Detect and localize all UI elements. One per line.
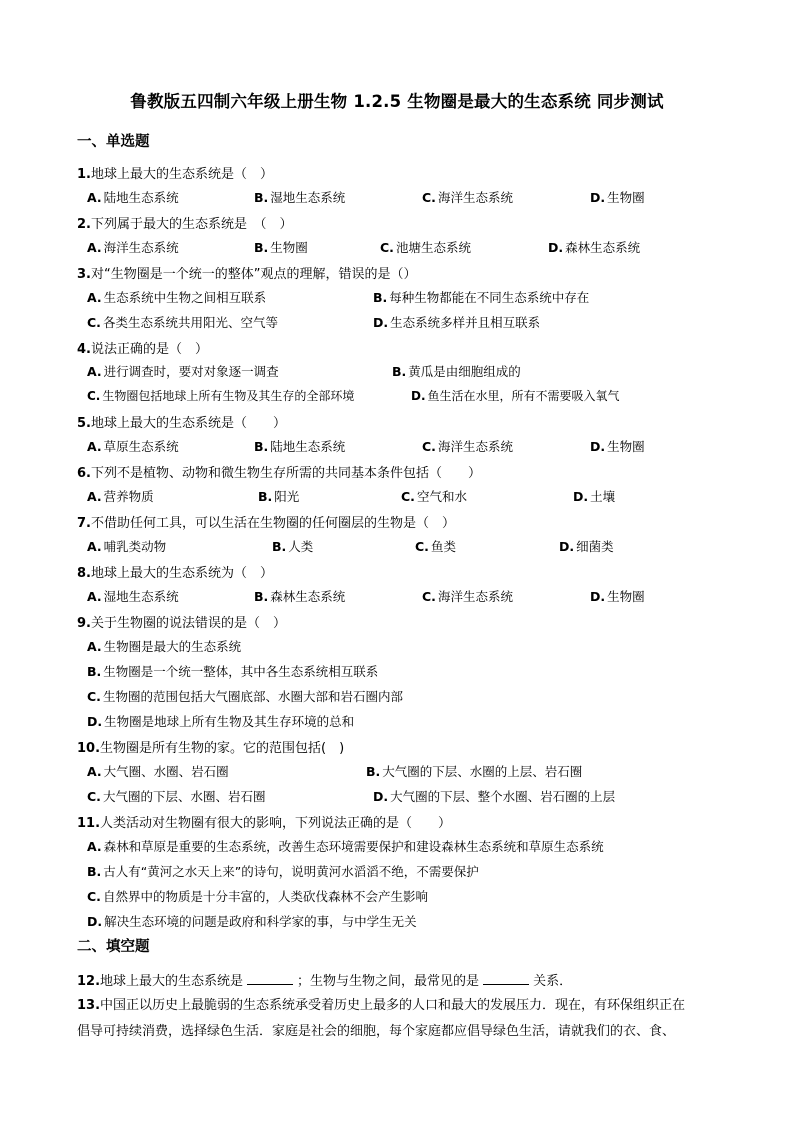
option-d: D. 生物圈是地球上所有生物及其生存环境的总和 bbox=[87, 714, 355, 729]
question-11 bbox=[77, 812, 451, 831]
option-a: A. 陆地生态系统 bbox=[87, 190, 179, 205]
answer-blank[interactable] bbox=[247, 973, 293, 985]
question-text: 地球上最大的生态系统是（ ） bbox=[90, 416, 286, 431]
option-d: D. 大气圈的下层、整个水圈、岩石圈的上层 bbox=[373, 789, 616, 804]
option-c: C. 海洋生态系统 bbox=[422, 439, 513, 454]
option-b: B. 生物圈是一个统一整体，其中各生态系统相互联系 bbox=[87, 664, 379, 679]
option-d: D. 细菌类 bbox=[559, 539, 614, 554]
option-c: C. 海洋生态系统 bbox=[422, 589, 513, 604]
question-number: 4. bbox=[77, 342, 91, 357]
option-c: C. 生物圈的范围包括大气圈底部、水圈大部和岩石圈内部 bbox=[87, 689, 403, 704]
question-number: 9. bbox=[77, 616, 91, 631]
option-c: C. 空气和水 bbox=[401, 489, 467, 504]
question-1 bbox=[77, 163, 273, 182]
question-text: 人类活动对生物圈有很大的影响，下列说法正确的是（ ） bbox=[100, 816, 452, 831]
question-2 bbox=[77, 213, 293, 232]
option-a: A. 哺乳类动物 bbox=[87, 539, 167, 554]
option-b: B. 古人有“黄河之水天上来”的诗句，说明黄河水滔滔不绝，不需要保护 bbox=[87, 864, 479, 879]
question-number: 3. bbox=[77, 267, 91, 282]
option-c: C. 生物圈包括地球上所有生物及其生存的全部环境 bbox=[87, 389, 355, 403]
question-number: 6. bbox=[77, 466, 91, 481]
option-b: B. 森林生态系统 bbox=[254, 589, 346, 604]
option-c: C. 各类生态系统共用阳光、空气等 bbox=[87, 315, 278, 330]
question-text: 关于生物圈的说法错误的是（ ） bbox=[90, 616, 286, 631]
question-10 bbox=[77, 737, 344, 756]
question-number: 12. bbox=[77, 974, 101, 989]
option-a: A. 草原生态系统 bbox=[87, 439, 179, 454]
section-heading-single-choice: 一、单选题 bbox=[77, 134, 150, 150]
question-text: 下列属于最大的生态系统是 （ ） bbox=[90, 217, 293, 232]
option-d: D. 鱼生活在水里，所有不需要吸入氧气 bbox=[411, 389, 620, 403]
question-4 bbox=[77, 338, 208, 357]
question-text: 对“生物圈是一个统一的整体”观点的理解，错误的是（） bbox=[90, 267, 417, 282]
question-7 bbox=[77, 512, 455, 531]
question-13-line-2: 倡导可持续消费，选择绿色生活．家庭是社会的细胞，每个家庭都应倡导绿色生活，请就我们的衣、食、 bbox=[77, 1024, 676, 1039]
option-b: B. 黄瓜是由细胞组成的 bbox=[392, 364, 521, 379]
option-d: D. 生物圈 bbox=[590, 190, 645, 205]
option-c: C. 海洋生态系统 bbox=[422, 190, 513, 205]
option-c: C. 自然界中的物质是十分丰富的，人类砍伐森林不会产生影响 bbox=[87, 889, 428, 904]
question-6 bbox=[77, 462, 481, 481]
question-8 bbox=[77, 562, 273, 581]
option-d: D. 生态系统多样并且相互联系 bbox=[373, 315, 541, 330]
option-b: B. 每种生物都能在不同生态系统中存在 bbox=[373, 290, 590, 305]
option-d: D. 生物圈 bbox=[590, 439, 645, 454]
question-12: 12.地球上最大的生态系统是 ；生物与生物之间，最常见的是 关系． bbox=[77, 974, 573, 989]
question-text: 生物圈是所有生物的家。它的范围包括( ) bbox=[100, 741, 345, 756]
section-heading-fill-in: 二、填空题 bbox=[77, 939, 150, 955]
question-number: 11. bbox=[77, 816, 101, 831]
question-13-line-1: 13.中国正以历史上最脆弱的生态系统承受着历史上最多的人口和最大的发展压力．现在，有环保组织正在 bbox=[77, 998, 686, 1013]
option-d: D. 生物圈 bbox=[590, 589, 645, 604]
option-a: A. 大气圈、水圈、岩石圈 bbox=[87, 764, 229, 779]
option-c: C. 池塘生态系统 bbox=[380, 240, 471, 255]
question-text: 地球上最大的生态系统是（ ） bbox=[90, 167, 273, 182]
option-a: A. 进行调查时，要对对象逐一调查 bbox=[87, 364, 279, 379]
option-b: B. 大气圈的下层、水圈的上层、岩石圈 bbox=[366, 764, 583, 779]
option-b: B. 陆地生态系统 bbox=[254, 439, 346, 454]
question-number: 13. bbox=[77, 998, 101, 1013]
option-d: D. 森林生态系统 bbox=[548, 240, 641, 255]
question-text: 说法正确的是（ ） bbox=[90, 342, 208, 357]
option-a: A. 生物圈是最大的生态系统 bbox=[87, 639, 242, 654]
page-title: 鲁教版五四制六年级上册生物 1.2.5 生物圈是最大的生态系统 同步测试 bbox=[130, 92, 664, 111]
question-number: 8. bbox=[77, 566, 91, 581]
question-number: 1. bbox=[77, 167, 91, 182]
question-number: 10. bbox=[77, 741, 101, 756]
option-d: D. 解决生态环境的问题是政府和科学家的事，与中学生无关 bbox=[87, 914, 417, 929]
option-b: B. 生物圈 bbox=[254, 240, 308, 255]
option-b: B. 人类 bbox=[272, 539, 314, 554]
option-a: A. 湿地生态系统 bbox=[87, 589, 179, 604]
option-c: C. 鱼类 bbox=[415, 539, 456, 554]
question-text: 下列不是植物、动物和微生物生存所需的共同基本条件包括（ ） bbox=[90, 466, 481, 481]
option-b: B. 阳光 bbox=[258, 489, 300, 504]
question-number: 7. bbox=[77, 516, 91, 531]
option-a: A. 森林和草原是重要的生态系统，改善生态环境需要保护和建设森林生态系统和草原生态系统 bbox=[87, 839, 604, 854]
option-d: D. 土壤 bbox=[573, 489, 616, 504]
question-text: 不借助任何工具，可以生活在生物圈的任何圈层的生物是（ ） bbox=[90, 516, 455, 531]
question-5 bbox=[77, 412, 286, 431]
question-9 bbox=[77, 612, 286, 631]
answer-blank[interactable] bbox=[483, 973, 529, 985]
question-text: 地球上最大的生态系统为（ ） bbox=[90, 566, 273, 581]
option-a: A. 营养物质 bbox=[87, 489, 154, 504]
question-3 bbox=[77, 263, 416, 282]
option-a: A. 生态系统中生物之间相互联系 bbox=[87, 290, 267, 305]
option-b: B. 湿地生态系统 bbox=[254, 190, 346, 205]
question-number: 5. bbox=[77, 416, 91, 431]
option-a: A. 海洋生态系统 bbox=[87, 240, 179, 255]
question-number: 2. bbox=[77, 217, 91, 232]
option-c: C. 大气圈的下层、水圈、岩石圈 bbox=[87, 789, 266, 804]
